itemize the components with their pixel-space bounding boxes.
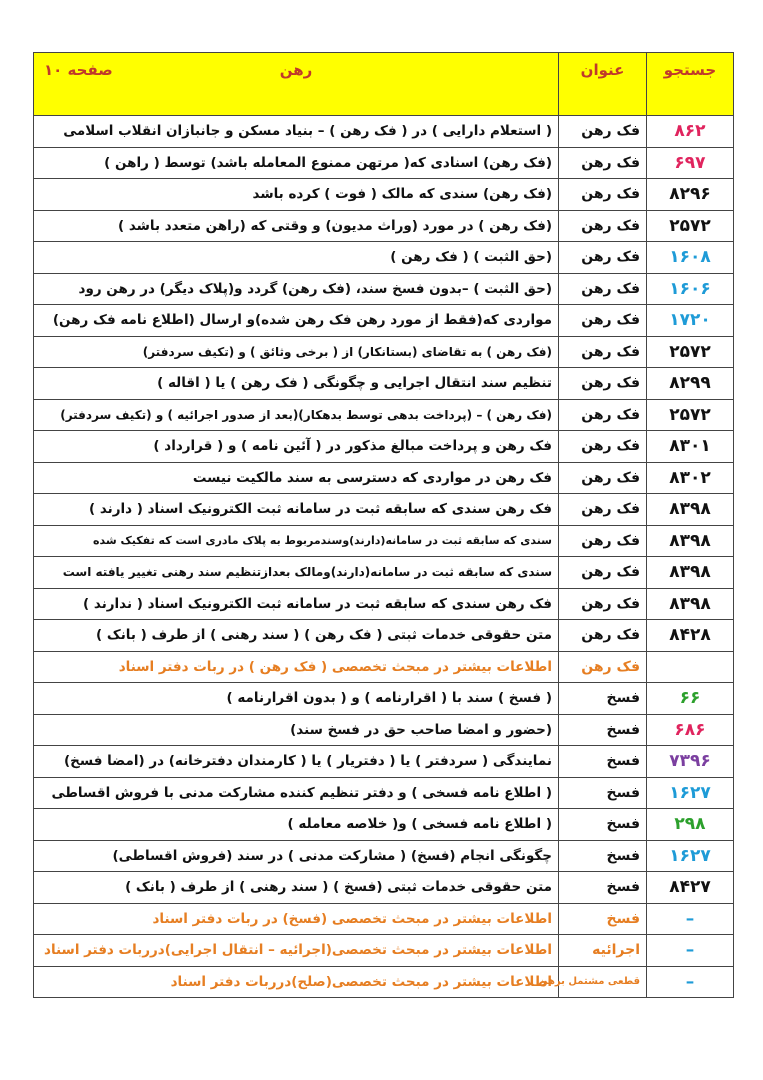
row-code[interactable]: –: [647, 903, 734, 935]
note-row: [34, 935, 734, 967]
note-row: [34, 903, 734, 935]
row-description: مواردی که(فقط از مورد رهن فک رهن شده)و ارسال (اطلاع نامه فک رهن): [34, 305, 559, 337]
row-description: ( فسخ ) سند با ( اقرارنامه ) و ( بدون اقرارنامه ): [34, 683, 559, 715]
row-code[interactable]: ۱۶۲۷: [647, 840, 734, 872]
row-topic: فسخ: [559, 714, 647, 746]
header-search: جستجو: [647, 53, 734, 116]
row-code[interactable]: ۷۳۹۶: [647, 746, 734, 778]
row-topic: فک رهن: [559, 620, 647, 652]
row-description: (حضور و امضا صاحب حق در فسخ سند): [34, 714, 559, 746]
table-row: [34, 525, 734, 557]
header-title: عنوان: [559, 53, 647, 116]
header-row: [34, 53, 734, 116]
header-subject-label: رهن: [279, 61, 313, 79]
row-description: سندی که سابقه ثبت در سامانه(دارند)ومالک بعدازتنظیم سند رهنی تغییر یافته است: [34, 557, 559, 589]
table-row: [34, 494, 734, 526]
row-topic: فک رهن: [559, 242, 647, 274]
row-topic: فسخ: [559, 903, 647, 935]
table-row: [34, 399, 734, 431]
row-topic: اجرائیه: [559, 935, 647, 967]
row-description: (فک رهن ) به تقاضای (بستانکار) از ( برخی وثائق ) و (تکیف سردفتر): [34, 336, 559, 368]
table-row: [34, 714, 734, 746]
index-table: [33, 52, 734, 998]
row-topic: فسخ: [559, 809, 647, 841]
row-code[interactable]: ۸۲۹۹: [647, 368, 734, 400]
table-row: [34, 431, 734, 463]
row-code[interactable]: –: [647, 966, 734, 998]
row-topic: فک رهن: [559, 431, 647, 463]
row-topic: فک رهن: [559, 305, 647, 337]
table-row: [34, 872, 734, 904]
row-code[interactable]: ۸۴۲۸: [647, 620, 734, 652]
table-row: [34, 840, 734, 872]
row-topic: قطعی مشتمل برهن: [559, 966, 647, 998]
header-page-number: صفحه ۱۰: [44, 61, 113, 79]
row-topic: فک رهن: [559, 116, 647, 148]
row-code[interactable]: ۸۳۰۱: [647, 431, 734, 463]
table-row: [34, 777, 734, 809]
table-row: [34, 746, 734, 778]
row-topic: فک رهن: [559, 399, 647, 431]
row-code[interactable]: [647, 651, 734, 683]
row-code[interactable]: ۸۳۹۸: [647, 525, 734, 557]
row-description: فک رهن و پرداخت مبالغ مذکور در ( آئین نامه ) و ( قرارداد ): [34, 431, 559, 463]
row-code[interactable]: ۸۳۹۸: [647, 557, 734, 589]
table-row: [34, 368, 734, 400]
table-row: [34, 305, 734, 337]
row-code[interactable]: ۲۵۷۲: [647, 210, 734, 242]
row-description: (حق الثبت ) ( فک رهن ): [34, 242, 559, 274]
row-description: (فک رهن) سندی که مالک ( فوت ) کرده باشد: [34, 179, 559, 211]
row-topic: فسخ: [559, 840, 647, 872]
row-topic: فک رهن: [559, 210, 647, 242]
row-description: ( اطلاع نامه فسخی ) و دفتر تنظیم کننده مشارکت مدنی با فروش اقساطی: [34, 777, 559, 809]
row-description: فک رهن سندی که سابقه ثبت در سامانه ثبت الکترونیک اسناد ( دارند ): [34, 494, 559, 526]
header-subject: [34, 53, 559, 116]
page-table-container: [33, 52, 734, 998]
row-code[interactable]: ۶۶: [647, 683, 734, 715]
row-description: متن حقوقی خدمات ثبتی (فسخ ) ( سند رهنی ) از طرف ( بانک ): [34, 872, 559, 904]
row-code[interactable]: ۶۸۶: [647, 714, 734, 746]
row-description: ( استعلام دارایی ) در ( فک رهن ) – بنیاد مسکن و جانبازان انقلاب اسلامی: [34, 116, 559, 148]
row-description: فک رهن سندی که سابقه ثبت در سامانه ثبت الکترونیک اسناد ( ندارند ): [34, 588, 559, 620]
table-row: [34, 273, 734, 305]
table-row: [34, 147, 734, 179]
table-row: [34, 462, 734, 494]
row-topic: فک رهن: [559, 273, 647, 305]
row-topic: فک رهن: [559, 588, 647, 620]
table-row: [34, 242, 734, 274]
row-description: ( اطلاع نامه فسخی ) و( خلاصه معامله ): [34, 809, 559, 841]
row-code[interactable]: ۸۴۲۷: [647, 872, 734, 904]
row-topic: فک رهن: [559, 525, 647, 557]
row-topic: فسخ: [559, 777, 647, 809]
row-code[interactable]: ۲۵۷۲: [647, 336, 734, 368]
row-code[interactable]: ۸۶۲: [647, 116, 734, 148]
row-code[interactable]: –: [647, 935, 734, 967]
row-topic: فک رهن: [559, 651, 647, 683]
row-description: نمایندگی ( سردفتر ) یا ( دفتریار ) یا ( کارمندان دفترخانه) در (امضا فسخ): [34, 746, 559, 778]
row-description: فک رهن در مواردی که دسترسی به سند مالکیت نیست: [34, 462, 559, 494]
row-topic: فک رهن: [559, 147, 647, 179]
row-code[interactable]: ۸۳۰۲: [647, 462, 734, 494]
row-description: (فک رهن ) – (پرداخت بدهی توسط بدهکار)(بعد از صدور اجرائیه ) و (تکیف سردفتر): [34, 399, 559, 431]
row-code[interactable]: ۱۶۲۷: [647, 777, 734, 809]
row-description: اطلاعات بیشتر در مبحث تخصصی(صلح)درربات دفتر اسناد: [34, 966, 559, 998]
row-code[interactable]: ۶۹۷: [647, 147, 734, 179]
row-description: متن حقوقی خدمات ثبتی ( فک رهن ) ( سند رهنی ) از طرف ( بانک ): [34, 620, 559, 652]
row-description: اطلاعات بیشتر در مبحث تخصصی (فسخ) در ربات دفتر اسناد: [34, 903, 559, 935]
row-description: (حق الثبت ) –بدون فسخ سند، (فک رهن) گردد و(پلاک دیگر) در رهن رود: [34, 273, 559, 305]
row-topic: فک رهن: [559, 179, 647, 211]
row-code[interactable]: ۱۶۰۶: [647, 273, 734, 305]
row-topic: فک رهن: [559, 557, 647, 589]
note-row: [34, 651, 734, 683]
table-row: [34, 210, 734, 242]
note-row: [34, 966, 734, 998]
table-row: [34, 336, 734, 368]
row-description: (فک رهن) اسنادی که( مرتهن ممنوع المعامله باشد) توسط ( راهن ): [34, 147, 559, 179]
table-row: [34, 683, 734, 715]
row-description: (فک رهن ) در مورد (وراث مدیون) و وقتی که (راهن متعدد باشد ): [34, 210, 559, 242]
row-code[interactable]: ۱۷۲۰: [647, 305, 734, 337]
row-topic: فسخ: [559, 683, 647, 715]
row-topic: فک رهن: [559, 368, 647, 400]
row-topic: فک رهن: [559, 494, 647, 526]
row-description: سندی که سابقه ثبت در سامانه(دارند)وسندمربوط به پلاک مادری است که تفکیک شده: [34, 525, 559, 557]
row-description: تنظیم سند انتقال اجرایی و چگونگی ( فک رهن ) یا ( اقاله ): [34, 368, 559, 400]
row-topic: فک رهن: [559, 462, 647, 494]
row-code[interactable]: ۲۹۸: [647, 809, 734, 841]
table-row: [34, 809, 734, 841]
row-topic: فسخ: [559, 872, 647, 904]
row-description: چگونگی انجام (فسخ) ( مشارکت مدنی ) در سند (فروش اقساطی): [34, 840, 559, 872]
table-row: [34, 557, 734, 589]
row-code[interactable]: ۸۲۹۶: [647, 179, 734, 211]
table-row: [34, 620, 734, 652]
row-description: اطلاعات بیشتر در مبحث تخصصی(اجرائیه – انتقال اجرایی)درربات دفتر اسناد: [34, 935, 559, 967]
row-code[interactable]: ۸۳۹۸: [647, 494, 734, 526]
table-row: [34, 588, 734, 620]
row-topic: فسخ: [559, 746, 647, 778]
row-description: اطلاعات بیشتر در مبحث تخصصی ( فک رهن ) در ربات دفتر اسناد: [34, 651, 559, 683]
row-code[interactable]: ۸۳۹۸: [647, 588, 734, 620]
row-code[interactable]: ۱۶۰۸: [647, 242, 734, 274]
table-row: [34, 179, 734, 211]
table-row: [34, 116, 734, 148]
row-topic: فک رهن: [559, 336, 647, 368]
row-code[interactable]: ۲۵۷۲: [647, 399, 734, 431]
